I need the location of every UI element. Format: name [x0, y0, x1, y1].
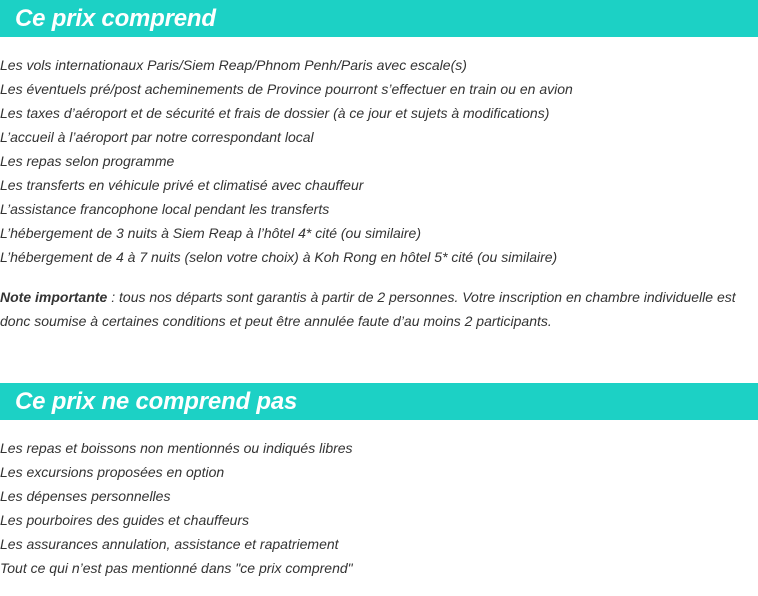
excludes-section-title: Ce prix ne comprend pas: [15, 387, 298, 415]
important-note: [0, 285, 756, 333]
includes-list-item: L’hébergement de 4 à 7 nuits (selon votre choix) à Koh Rong en hôtel 5* cité (ou similaire): [0, 249, 558, 265]
important-note-label: Note importante: [0, 289, 108, 305]
important-note-text: : tous nos départs sont garantis à partir de 2 personnes. Votre inscription en chambre individuelle est donc soumise à certaines conditions et peut être annulée faute d’au moins 2 participants.: [0, 289, 736, 329]
includes-section-title: Ce prix comprend: [15, 4, 216, 32]
includes-list-item: Les taxes d’aéroport et de sécurité et frais de dossier (à ce jour et sujets à modifications): [0, 105, 550, 121]
excludes-section-header: [0, 383, 758, 420]
excludes-list-item: Les pourboires des guides et chauffeurs: [0, 512, 250, 528]
excludes-list-item: Les repas et boissons non mentionnés ou indiqués libres: [0, 440, 353, 456]
includes-list-item: L’hébergement de 3 nuits à Siem Reap à l’hôtel 4* cité (ou similaire): [0, 225, 422, 241]
excludes-list-item: Tout ce qui n’est pas mentionné dans "ce prix comprend": [0, 560, 353, 576]
includes-list-item: Les repas selon programme: [0, 153, 175, 169]
includes-list-item: Les vols internationaux Paris/Siem Reap/Phnom Penh/Paris avec escale(s): [0, 57, 467, 73]
includes-list-item: L’accueil à l’aéroport par notre correspondant local: [0, 129, 314, 145]
includes-list-item: Les transferts en véhicule privé et climatisé avec chauffeur: [0, 177, 364, 193]
excludes-list-item: Les excursions proposées en option: [0, 464, 225, 480]
excludes-list-item: Les assurances annulation, assistance et rapatriement: [0, 536, 339, 552]
excludes-list: [0, 436, 353, 580]
includes-list-item: Les éventuels pré/post acheminements de Province pourront s’effectuer en train ou en avion: [0, 81, 573, 97]
includes-list-item: L’assistance francophone local pendant les transferts: [0, 201, 330, 217]
excludes-list-item: Les dépenses personnelles: [0, 488, 171, 504]
includes-section-header: [0, 0, 758, 37]
includes-list: [0, 53, 573, 269]
